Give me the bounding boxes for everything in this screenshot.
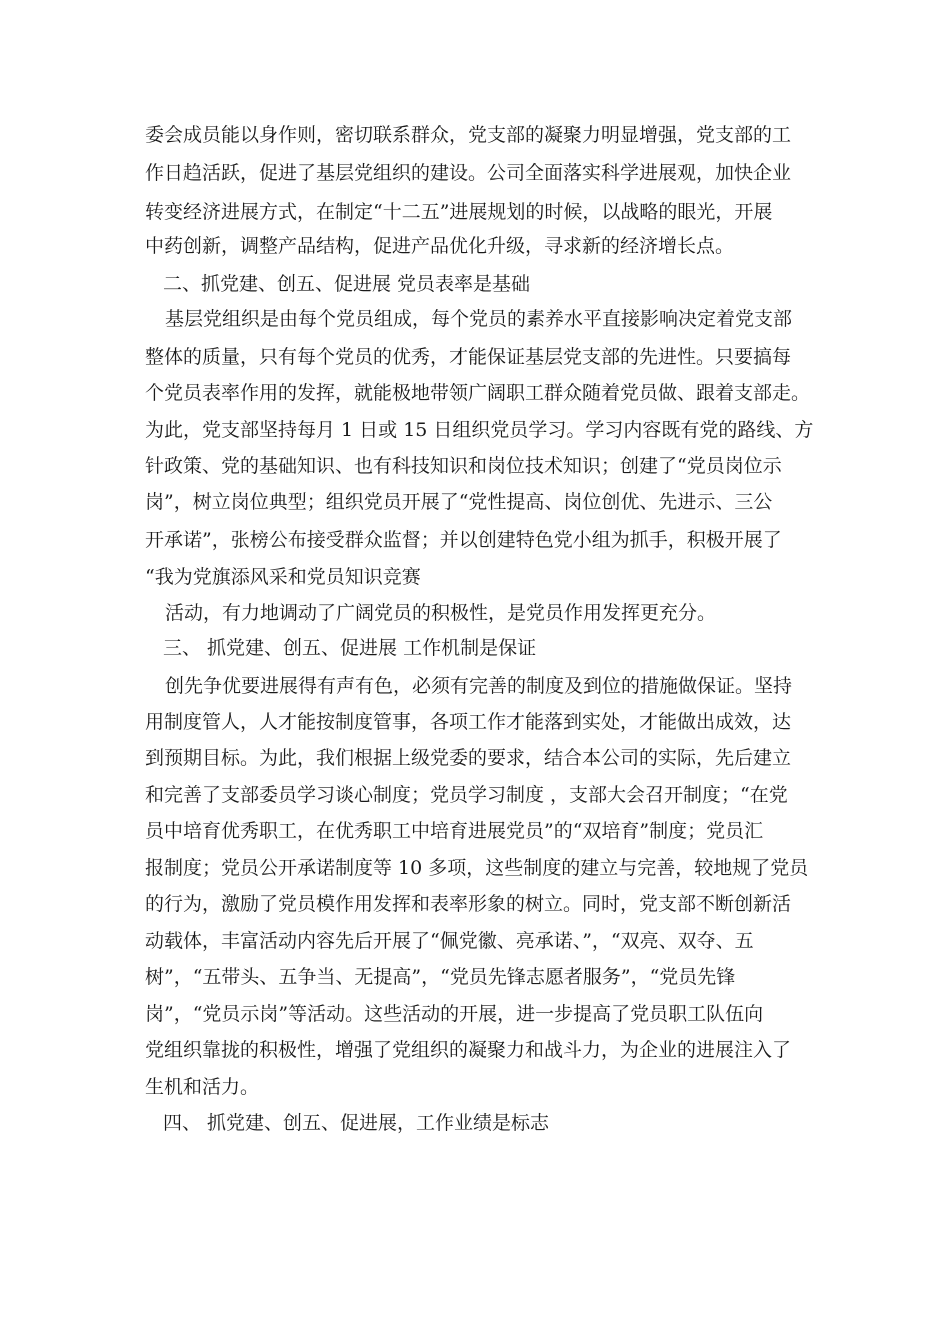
body-text-line: 的行为，激励了党员模作用发挥和表率形象的树立。同时，党支部不断创新活 — [145, 893, 792, 915]
body-text-line: 个党员表率作用的发挥，就能极地带领广阔职工群众随着党员做、跟着支部走。 — [145, 382, 811, 404]
body-text-line: 岗”，树立岗位典型；组织党员开展了“党性提高、岗位创优、先进示、三公 — [145, 491, 773, 513]
body-text-line: 和完善了支部委员学习谈心制度；党员学习制度 ，支部大会召开制度；“在党 — [145, 784, 788, 806]
body-text-line: 树”，“五带头、五争当、无提高”，“党员先锋志愿者服务”，“党员先锋 — [145, 966, 736, 988]
section-heading-4: 四、 抓党建、创五、促进展，工作业绩是标志 — [163, 1112, 550, 1134]
section-heading-3: 三、 抓党建、创五、促进展 工作机制是保证 — [163, 637, 537, 659]
body-text-line: 中药创新，调整产品结构，促进产品优化升级，寻求新的经济增长点。 — [145, 235, 735, 257]
body-text-line: 基层党组织是由每个党员组成，每个党员的素养水平直接影响决定着党支部 — [165, 308, 793, 330]
body-text-line: 动载体，丰富活动内容先后开展了“佩党徽、亮承诺、”，“双亮、双夺、五 — [145, 930, 754, 952]
body-text-line: 创先争优要进展得有声有色，必须有完善的制度及到位的措施做保证。坚持 — [165, 675, 793, 697]
body-text-line: 用制度管人，人才能按制度管事，各项工作才能落到实处，才能做出成效，达 — [145, 711, 792, 733]
body-text-line: 到预期目标。为此，我们根据上级党委的要求，结合本公司的实际，先后建立 — [145, 747, 792, 769]
body-text-line: 针政策、党的基础知识、也有科技知识和岗位技术知识；创建了“党员岗位示 — [145, 455, 782, 477]
body-text-line: 活动，有力地调动了广阔党员的积极性，是党员作用发挥更充分。 — [165, 602, 717, 624]
section-heading-2: 二、抓党建、创五、促进展 党员表率是基础 — [163, 273, 531, 295]
body-text-line: 党组织靠拢的积极性，增强了党组织的凝聚力和战斗力，为企业的进展注入了 — [145, 1039, 792, 1061]
body-text-line: 岗”，“党员示岗”等活动。这些活动的开展，进一步提高了党员职工队伍向 — [145, 1003, 764, 1025]
body-text-line: 转变经济进展方式，在制定“十二五”进展规划的时候，以战略的眼光，开展 — [145, 201, 773, 223]
body-text-line: 作日趋活跃，促进了基层党组织的建设。公司全面落实科学进展观，加快企业 — [145, 162, 792, 184]
body-text-line: 开承诺”，张榜公布接受群众监督；并以创建特色党小组为抓手，积极开展了 — [145, 529, 782, 551]
body-text-line: 报制度；党员公开承诺制度等 10 多项，这些制度的建立与完善，较地规了党员 — [145, 857, 809, 879]
body-text-line: 委会成员能以身作则，密切联系群众，党支部的凝聚力明显增强，党支部的工 — [145, 124, 792, 146]
body-text-line: 生机和活力。 — [145, 1076, 260, 1098]
body-text-line: 员中培育优秀职工，在优秀职工中培育进展党员”的“双培育”制度；党员汇 — [145, 820, 764, 842]
body-text-line: 为此，党支部坚持每月 1 日或 15 日组织党员学习。学习内容既有党的路线、方 — [145, 419, 814, 441]
body-text-line: 整体的质量，只有每个党员的优秀，才能保证基层党支部的先进性。只要搞每 — [145, 346, 792, 368]
body-text-line: “我为党旗添风采和党员知识竞赛 — [145, 566, 421, 588]
